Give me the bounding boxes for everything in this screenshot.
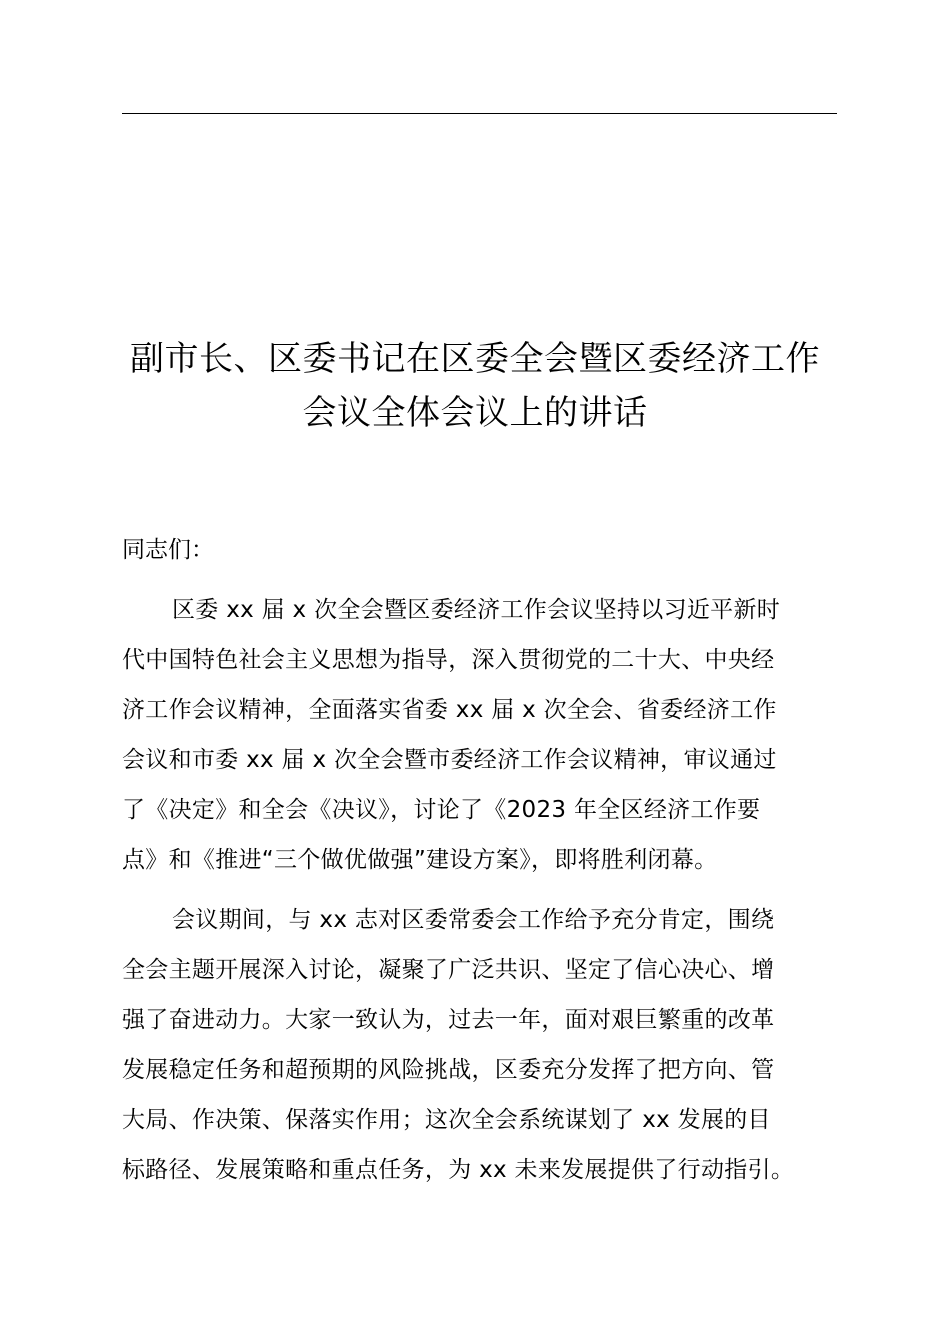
document-title [110,332,840,440]
paragraph-line: 会议期间，与 xx 志对区委常委会工作给予充分肯定，围绕 [172,907,775,933]
title-line-1: 副市长、区委书记在区委全会暨区委经济工作 [130,339,820,379]
paragraph-line: 会议和市委 xx 届 x 次全会暨市委经济工作会议精神，审议通过 [122,747,777,773]
paragraph-line: 大局、作决策、保落实作用；这次全会系统谋划了 xx 发展的目 [122,1107,771,1133]
paragraph-line: 强了奋进动力。大家一致认为，过去一年，面对艰巨繁重的改革 [122,1007,775,1033]
title-line-2: 会议全体会议上的讲话 [302,393,648,433]
paragraph-2 [122,895,862,1195]
salutation: 同志们： [122,537,214,563]
paragraph-1 [122,585,862,885]
paragraph-line: 济工作会议精神，全面落实省委 xx 届 x 次全会、省委经济工作 [122,697,777,723]
header-rule [122,113,837,114]
paragraph-line: 标路径、发展策略和重点任务，为 xx 未来发展提供了行动指引。 [122,1157,795,1183]
paragraph-line: 点》和《推进“三个做优做强”建设方案》，即将胜利闭幕。 [122,847,718,873]
paragraph-line: 区委 xx 届 x 次全会暨区委经济工作会议坚持以习近平新时 [172,597,781,623]
paragraph-line: 代中国特色社会主义思想为指导，深入贯彻党的二十大、中央经 [122,647,775,673]
paragraph-line: 了《决定》和全会《决议》，讨论了《2023 年全区经济工作要 [122,797,761,823]
document-body [122,525,862,1205]
paragraph-line: 发展稳定任务和超预期的风险挑战，区委充分发挥了把方向、管 [122,1057,775,1083]
paragraph-line: 全会主题开展深入讨论，凝聚了广泛共识、坚定了信心决心、增 [122,957,775,983]
